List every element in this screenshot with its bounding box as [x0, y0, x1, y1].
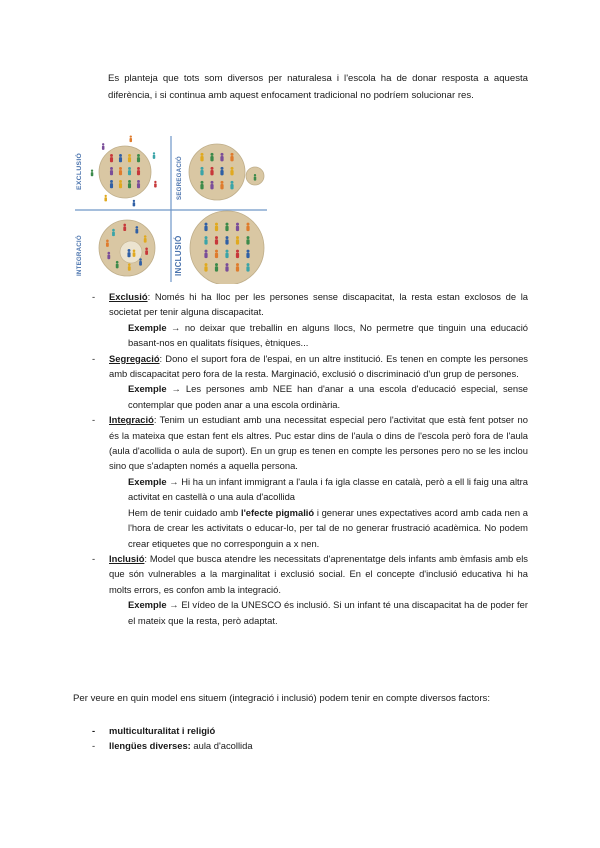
person-figure-icon: [225, 263, 228, 272]
example-inclusio: [92, 597, 528, 628]
person-figure-icon: [154, 181, 157, 188]
person-figure-icon: [107, 252, 110, 259]
person-figure-icon: [137, 180, 140, 188]
person-figure-icon: [128, 263, 131, 270]
list-item-exclusio: [92, 289, 528, 320]
person-figure-icon: [230, 167, 233, 176]
person-figure-icon: [246, 263, 249, 272]
note-integracio: [92, 505, 528, 551]
person-figure-icon: [128, 154, 131, 162]
person-figure-icon: [130, 135, 133, 142]
person-figure-icon: [144, 235, 147, 242]
person-figure-icon: [210, 181, 213, 190]
person-figure-icon: [220, 153, 223, 162]
exclusio-circle: [99, 146, 151, 198]
person-figure-icon: [225, 223, 228, 232]
person-figure-icon: [220, 181, 223, 190]
person-figure-icon: [225, 236, 228, 245]
term-inclusio: Inclusió: [109, 552, 145, 564]
person-figure-icon: [200, 153, 203, 162]
person-figure-icon: [230, 181, 233, 190]
term-integracio: Integració: [109, 414, 154, 426]
term-segregacio: Segregació: [109, 352, 160, 364]
person-figure-icon: [137, 167, 140, 175]
note-bold-pigmalio: l'efecte pigmalió: [240, 506, 315, 518]
label-segregacio: SEGREGACIÓ: [176, 156, 183, 200]
person-figure-icon: [254, 174, 257, 181]
person-figure-icon: [135, 226, 138, 233]
text-inclusio: : Model que busca atendre les necessitats d'aprenentatge dels infants amb èmfasis amb els que són vulnerables a la marginalitat i exclusió social. En el concepte d'inclusió educativa hi ha molts errors, es confon amb la integració.: [109, 552, 528, 595]
intro-paragraph: Es planteja que tots som diversos per naturalesa i l'escola ha de donar resposta a aquesta diferència, i si continua amb aquest enfocament tradicional no podríem solucionar res.: [108, 73, 528, 101]
person-figure-icon: [210, 167, 213, 176]
factor-item-llengues: [92, 738, 528, 753]
label-integracio: INTEGRACIÓ: [76, 235, 83, 276]
person-figure-icon: [236, 236, 239, 245]
person-figure-icon: [246, 223, 249, 232]
person-figure-icon: [145, 247, 148, 254]
list-item-integracio: [92, 412, 528, 474]
example-label: Exemple: [128, 475, 167, 487]
person-figure-icon: [215, 223, 218, 232]
example-label: Exemple: [128, 383, 167, 395]
example-segregacio: [92, 381, 528, 412]
person-figure-icon: [119, 154, 122, 162]
factors-list: [92, 723, 528, 754]
person-figure-icon: [236, 223, 239, 232]
list-item-inclusio: [92, 551, 528, 597]
person-figure-icon: [104, 195, 107, 202]
person-figure-icon: [215, 263, 218, 272]
label-inclusio: INCLUSIÓ: [174, 235, 183, 276]
models-list: [92, 289, 528, 628]
person-figure-icon: [116, 261, 119, 268]
person-figure-icon: [119, 180, 122, 188]
example-text: → no deixar que treballin en alguns llocs, No permetre que tinguin una educació basant-nos en qualitats físiques, ètniques...: [128, 321, 528, 349]
outro-paragraph: Per veure en quin model ens situem (integració i inclusió) podem tenir en compte diversos factors:: [73, 693, 490, 704]
example-label: Exemple: [128, 599, 167, 611]
person-figure-icon: [225, 250, 228, 259]
person-figure-icon: [127, 249, 130, 257]
example-integracio: [92, 474, 528, 505]
person-figure-icon: [139, 258, 142, 265]
example-text: → El vídeo de la UNESCO és inclusió. Si un infant té una discapacitat ha de poder fer el mateix que la resta, però adaptat.: [128, 599, 528, 626]
inclusio-circle: [190, 211, 264, 284]
person-figure-icon: [153, 152, 156, 159]
person-figure-icon: [200, 181, 203, 190]
label-exclusio: EXCLUSIÓ: [76, 152, 83, 190]
person-figure-icon: [119, 167, 122, 175]
person-figure-icon: [215, 250, 218, 259]
text-exclusio: : Només hi ha lloc per les persones sense discapacitat, la resta estan exclosos de la societat per tenir alguna discapacitat.: [109, 291, 528, 318]
segregacio-circle: [189, 144, 245, 200]
person-figure-icon: [133, 250, 136, 257]
person-figure-icon: [133, 200, 136, 207]
person-figure-icon: [215, 236, 218, 245]
person-figure-icon: [110, 167, 113, 175]
example-text: → Hi ha un infant immigrant a l'aula i fa igla classe en català, però a ell li faig una altra activitat en castellà o una aula d'acollida: [128, 475, 528, 503]
person-figure-icon: [200, 167, 203, 176]
factor-text: aula d'acollida: [190, 740, 253, 752]
person-figure-icon: [128, 167, 131, 175]
person-figure-icon: [110, 180, 113, 188]
person-figure-icon: [236, 263, 239, 272]
person-figure-icon: [128, 180, 131, 188]
text-segregacio: : Dono el suport fora de l'espai, en un altre institució. Es tenen en compte les persones amb discapacitat pero fora de la resta. Marginació, exclusió o discriminació d'un grup de persones.: [109, 352, 528, 380]
person-figure-icon: [91, 170, 94, 177]
person-figure-icon: [246, 236, 249, 245]
person-figure-icon: [246, 250, 249, 259]
person-figure-icon: [106, 240, 109, 247]
person-figure-icon: [204, 223, 207, 232]
example-label: Exemple: [128, 321, 167, 333]
factor-term: multiculturalitat i religió: [109, 725, 216, 736]
person-figure-icon: [220, 167, 223, 176]
person-figure-icon: [236, 250, 239, 259]
note-after: i generar unes expectatives acord amb cada nen a l'hora de crear les activitats o educar-lo, per tal de no generar frustració acadèmica. No podem crear etiquetes que no corresponguin a x nen.: [128, 506, 529, 549]
person-figure-icon: [110, 154, 113, 162]
example-exclusio: [92, 320, 528, 351]
person-figure-icon: [204, 263, 207, 272]
person-figure-icon: [210, 153, 213, 162]
inclusion-models-figure: [73, 134, 269, 284]
person-figure-icon: [230, 153, 233, 162]
integracio-inner-circle: [120, 241, 142, 263]
example-text: → Les persones amb NEE han d'anar a una escola d'educació especial, sense contemplar que poden anar a una escola ordinària.: [128, 383, 528, 410]
person-figure-icon: [204, 250, 207, 259]
person-figure-icon: [137, 154, 140, 162]
factor-term: llengües diverses:: [109, 740, 191, 752]
list-item-segregacio: [92, 351, 528, 382]
term-exclusio: Exclusió: [109, 291, 148, 302]
person-figure-icon: [102, 143, 105, 150]
factor-item-multiculturalitat: [92, 723, 528, 738]
person-figure-icon: [123, 224, 126, 231]
person-figure-icon: [204, 236, 207, 245]
person-figure-icon: [112, 229, 115, 236]
text-integracio: : Tenim un estudiant amb una necessitat especial pero l'activitat que està fent potser no és la mateixa que estan fent els altres. Puc estar dins de l'aula o dins de l'escola però fora de l'aula (aula d'acollida o aula de suport). En un grup es tenen en compte les persones pero no se les inclou sino que s'adapten només a aquella persona.: [109, 414, 528, 472]
note-before: Hem de tenir cuidado amb: [128, 506, 241, 518]
